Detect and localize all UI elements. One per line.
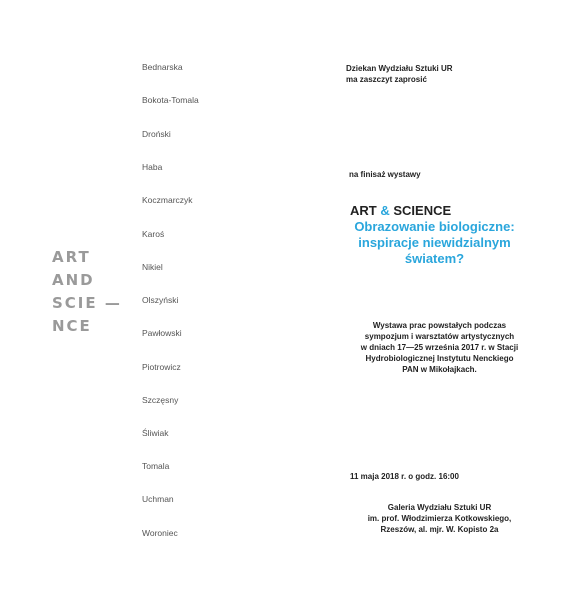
artist-name: Szczęsny bbox=[142, 395, 179, 405]
description-line: PAN w Mikołajkach. bbox=[402, 365, 477, 374]
venue-line: im. prof. Włodzimierza Kotkowskiego, bbox=[367, 514, 512, 523]
venue-line: Galeria Wydziału Sztuki UR bbox=[387, 503, 492, 512]
artist-name: Bednarska bbox=[142, 62, 183, 72]
artist-name: Droński bbox=[142, 129, 171, 139]
artist-name: Tomala bbox=[142, 461, 170, 471]
artist-name: Olszyński bbox=[142, 295, 179, 305]
artist-name: Pawłowski bbox=[142, 328, 182, 338]
description-line: Wystawa prac powstałych podczas bbox=[372, 321, 507, 330]
title-science: SCIENCE bbox=[393, 203, 452, 218]
logo-line: ART bbox=[52, 248, 91, 266]
title-art: ART bbox=[350, 203, 377, 218]
description-line: sympozjum i warsztatów artystycznych bbox=[364, 332, 515, 341]
art-and-science-logo bbox=[52, 246, 122, 338]
exhibition-subtitle bbox=[332, 219, 537, 267]
venue-address bbox=[337, 502, 542, 535]
artist-name: Śliwiak bbox=[142, 428, 169, 438]
subtitle-line: światem? bbox=[404, 251, 465, 266]
invitation-line: ma zaszczyt zaprosić bbox=[346, 75, 427, 84]
invitation-text bbox=[346, 63, 556, 85]
artist-name: Koczmarczyk bbox=[142, 195, 193, 205]
artist-name: Woroniec bbox=[142, 528, 178, 538]
artist-name: Haba bbox=[142, 162, 163, 172]
exhibition-title bbox=[350, 203, 451, 219]
logo-line: SCIE — bbox=[52, 294, 122, 312]
logo-line: NCE bbox=[52, 317, 92, 335]
exhibition-description bbox=[337, 320, 542, 375]
description-line: w dniach 17—25 września 2017 r. w Stacji bbox=[360, 343, 519, 352]
finissage-text: na finisaż wystawy bbox=[349, 170, 421, 179]
subtitle-line: inspiracje niewidzialnym bbox=[358, 235, 511, 250]
invitation-line: Dziekan Wydziału Sztuki UR bbox=[346, 64, 453, 73]
artist-name: Uchman bbox=[142, 494, 174, 504]
description-line: Hydrobiologicznej Instytutu Nenckiego bbox=[365, 354, 514, 363]
logo-line: AND bbox=[52, 271, 95, 289]
subtitle-line: Obrazowanie biologiczne: bbox=[354, 219, 515, 234]
venue-line: Rzeszów, al. mjr. W. Kopisto 2a bbox=[380, 525, 499, 534]
event-date: 11 maja 2018 r. o godz. 16:00 bbox=[350, 472, 459, 481]
title-ampersand: & bbox=[380, 203, 390, 218]
artist-name: Bokota-Tomala bbox=[142, 95, 199, 105]
artist-name: Piotrowicz bbox=[142, 362, 181, 372]
artist-name: Nikiel bbox=[142, 262, 163, 272]
artist-name: Karoś bbox=[142, 229, 165, 239]
